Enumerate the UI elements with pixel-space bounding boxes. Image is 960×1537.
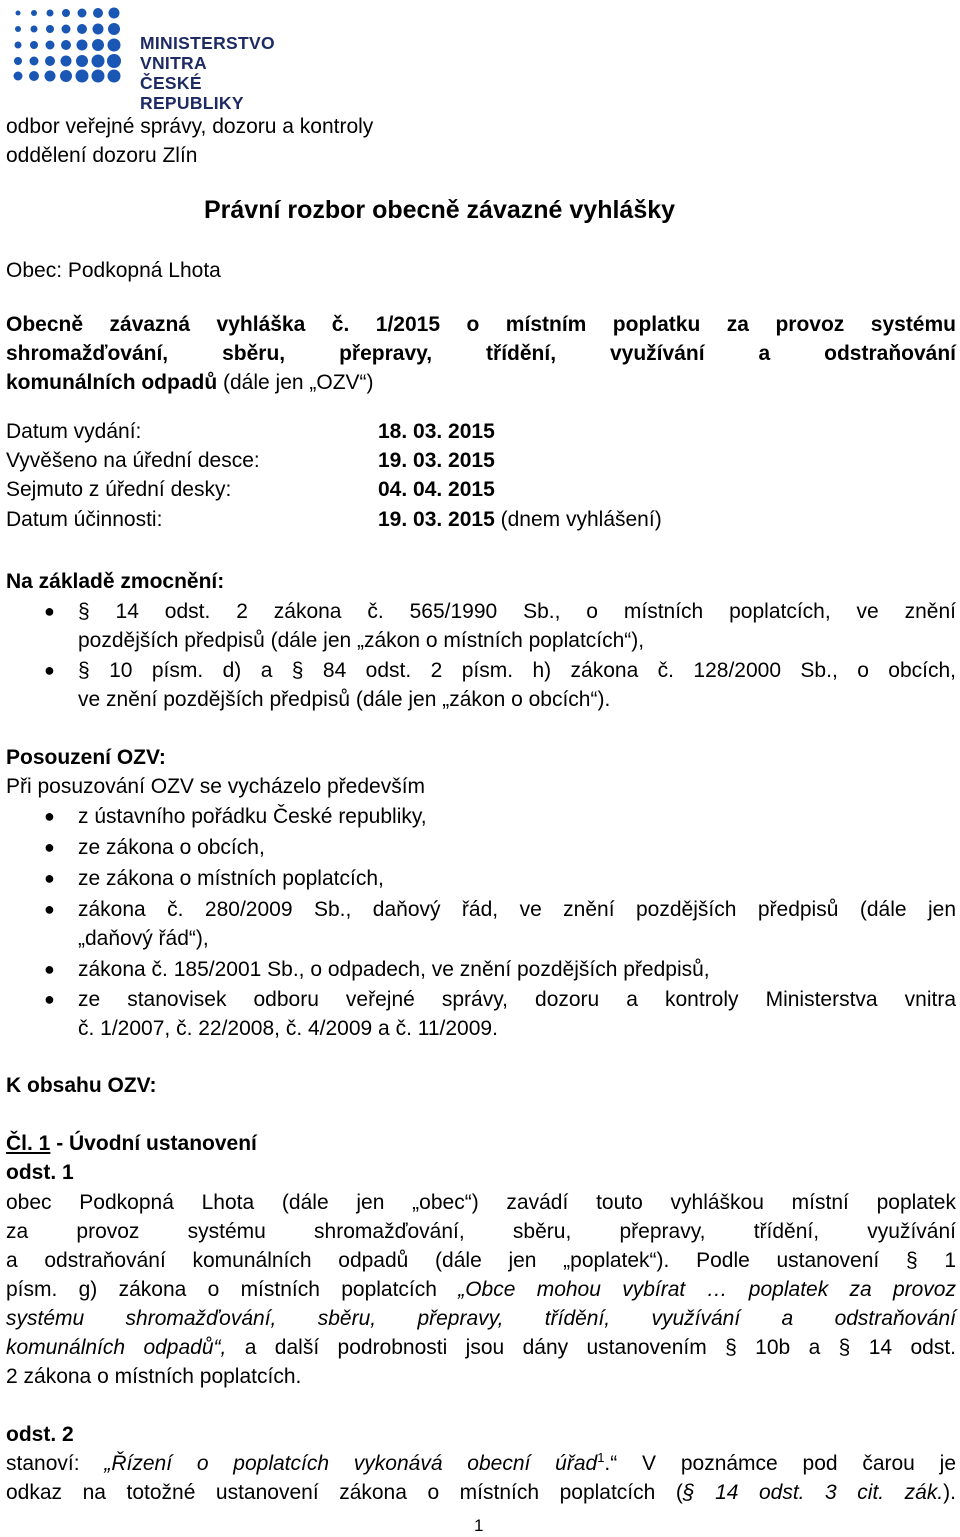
- date-label: Datum vydání:: [6, 420, 142, 443]
- document-title: Právní rozbor obecně závazné vyhlášky: [204, 196, 676, 224]
- paragraph-label: odst. 1: [6, 1161, 74, 1184]
- assessment-item-cont: č. 1/2007, č. 22/2008, č. 4/2009 a č. 11/2009.: [78, 1017, 498, 1040]
- paragraph-line: [6, 1333, 956, 1362]
- authorization-item-2-cont: ve znění pozdějších předpisů (dále jen „zákon o obcích“).: [78, 688, 611, 711]
- bullet-icon: ●: [44, 601, 55, 621]
- content-heading: K obsahu OZV:: [6, 1074, 157, 1097]
- law-desc: , daňový řád, ve znění pozdějších předpisů (dále jen: [345, 898, 956, 921]
- assessment-item: ze stanovisek odboru veřejné správy, dozoru a kontroly Ministerstva vnitra: [78, 988, 956, 1011]
- paragraph-line: [6, 1275, 956, 1304]
- paragraph-line: a odstraňování komunálních odpadů (dále jen „poplatek“). Podle ustanovení § 1: [6, 1249, 956, 1272]
- department-line-1: odbor veřejné správy, dozoru a kontroly: [6, 115, 374, 138]
- intro-line-3: [6, 368, 374, 397]
- law-desc: , o místních poplatcích, ve znění: [554, 600, 956, 623]
- ministry-logo: [6, 3, 308, 113]
- assessment-item: ze zákona o místních poplatcích,: [78, 867, 384, 890]
- bullet-icon: ●: [44, 899, 55, 919]
- quote: „Obce mohou vybírat … poplatek za provoz: [458, 1278, 956, 1301]
- text: stanoví:: [6, 1452, 105, 1475]
- intro-bold: komunálních odpadů: [6, 371, 218, 394]
- bullet-icon: ●: [44, 837, 55, 857]
- paragraph-label: odst. 2: [6, 1423, 74, 1446]
- paragraph-line: za provoz systému shromažďování, sběru, přepravy, třídění, využívání: [6, 1220, 956, 1243]
- date-label: Vyvěšeno na úřední desce:: [6, 449, 260, 472]
- quote: komunálních odpadů“,: [6, 1336, 227, 1359]
- paragraph-line: obec Podkopná Lhota (dále jen „obec“) zavádí touto vyhláškou místní poplatek: [6, 1191, 956, 1214]
- assessment-item: [78, 955, 710, 984]
- law-ref: zákona č. 185/2001 Sb.: [78, 958, 299, 981]
- intro-rest: (dále jen „OZV“): [217, 371, 374, 394]
- text: ).: [943, 1481, 956, 1504]
- date-label: Datum účinnosti:: [6, 508, 163, 531]
- date-value-text: 19. 03. 2015: [378, 508, 495, 531]
- bullet-icon: ●: [44, 660, 55, 680]
- logo-line-2: ČESKÉ REPUBLIKY: [140, 73, 244, 113]
- law-ref: zákona č. 280/2009 Sb.: [78, 898, 346, 921]
- text: a další podrobnosti jsou dány ustanovením § 10b a § 14 odst.: [226, 1336, 956, 1359]
- law-desc: , o obcích,: [831, 659, 957, 682]
- article-number: Čl. 1: [6, 1132, 51, 1155]
- date-suffix: (dnem vyhlášení): [494, 508, 662, 531]
- bullet-icon: ●: [44, 989, 55, 1009]
- article-heading: [6, 1129, 257, 1158]
- date-value: [378, 508, 662, 532]
- date-label: Sejmuto z úřední desky:: [6, 478, 232, 501]
- bullet-icon: ●: [44, 959, 55, 979]
- assessment-intro: Při posuzování OZV se vycházelo především: [6, 775, 426, 798]
- date-value: 04. 04. 2015: [378, 478, 495, 501]
- page-number: 1: [474, 1516, 484, 1535]
- assessment-item: z ústavního pořádku České republiky,: [78, 805, 427, 828]
- date-value: 18. 03. 2015: [378, 420, 495, 443]
- intro-line-2: shromažďování, sběru, přepravy, třídění, využívání a odstraňování: [6, 342, 956, 365]
- paragraph-line: 2 zákona o místních poplatcích.: [6, 1365, 302, 1388]
- date-value: 19. 03. 2015: [378, 449, 495, 472]
- paragraph-line: systému shromažďování, sběru, přepravy, třídění, využívání a odstraňování: [6, 1307, 956, 1330]
- text: písm. g) zákona o místních poplatcích: [6, 1278, 459, 1301]
- paragraph-line: [6, 1449, 956, 1478]
- assessment-item-cont: „daňový řád“),: [78, 927, 209, 950]
- authorization-item-1-cont: pozdějších předpisů (dále jen „zákon o místních poplatcích“),: [78, 629, 645, 652]
- bullet-icon: ●: [44, 868, 55, 888]
- paragraph-line: [6, 1478, 956, 1507]
- intro-line-1: Obecně závazná vyhláška č. 1/2015 o místním poplatku za provoz systému: [6, 313, 956, 336]
- citation: § 14 odst. 3 cit. zák.: [682, 1481, 944, 1504]
- assessment-item: ze zákona o obcích,: [78, 836, 265, 859]
- law-ref: § 10 písm. d) a § 84 odst. 2 písm. h) zákona č. 128/2000 Sb.: [78, 659, 832, 682]
- quote: „Řízení o poplatcích vykonává obecní úřad: [104, 1452, 598, 1475]
- text: odkaz na totožné ustanovení zákona o místních poplatcích (: [6, 1481, 683, 1504]
- assessment-item: [78, 895, 956, 924]
- footnote-mark[interactable]: 1: [597, 1450, 605, 1465]
- law-desc: , o odpadech, ve znění pozdějších předpisů,: [298, 958, 710, 981]
- bullet-icon: ●: [44, 806, 55, 826]
- authorization-item-1: [78, 597, 956, 626]
- article-title: - Úvodní ustanovení: [50, 1132, 257, 1155]
- logo-text: [140, 33, 308, 113]
- text: .“ V poznámce pod čarou je: [604, 1452, 956, 1475]
- department-line-2: oddělení dozoru Zlín: [6, 144, 198, 167]
- logo-mark-icon: [6, 3, 130, 83]
- assessment-heading: Posouzení OZV:: [6, 746, 166, 769]
- municipality: Obec: Podkopná Lhota: [6, 259, 221, 282]
- authorization-heading: Na základě zmocnění:: [6, 570, 225, 593]
- law-ref: § 14 odst. 2 zákona č. 565/1990 Sb.: [78, 600, 555, 623]
- logo-line-1: MINISTERSTVO VNITRA: [140, 33, 275, 73]
- authorization-item-2: [78, 656, 956, 685]
